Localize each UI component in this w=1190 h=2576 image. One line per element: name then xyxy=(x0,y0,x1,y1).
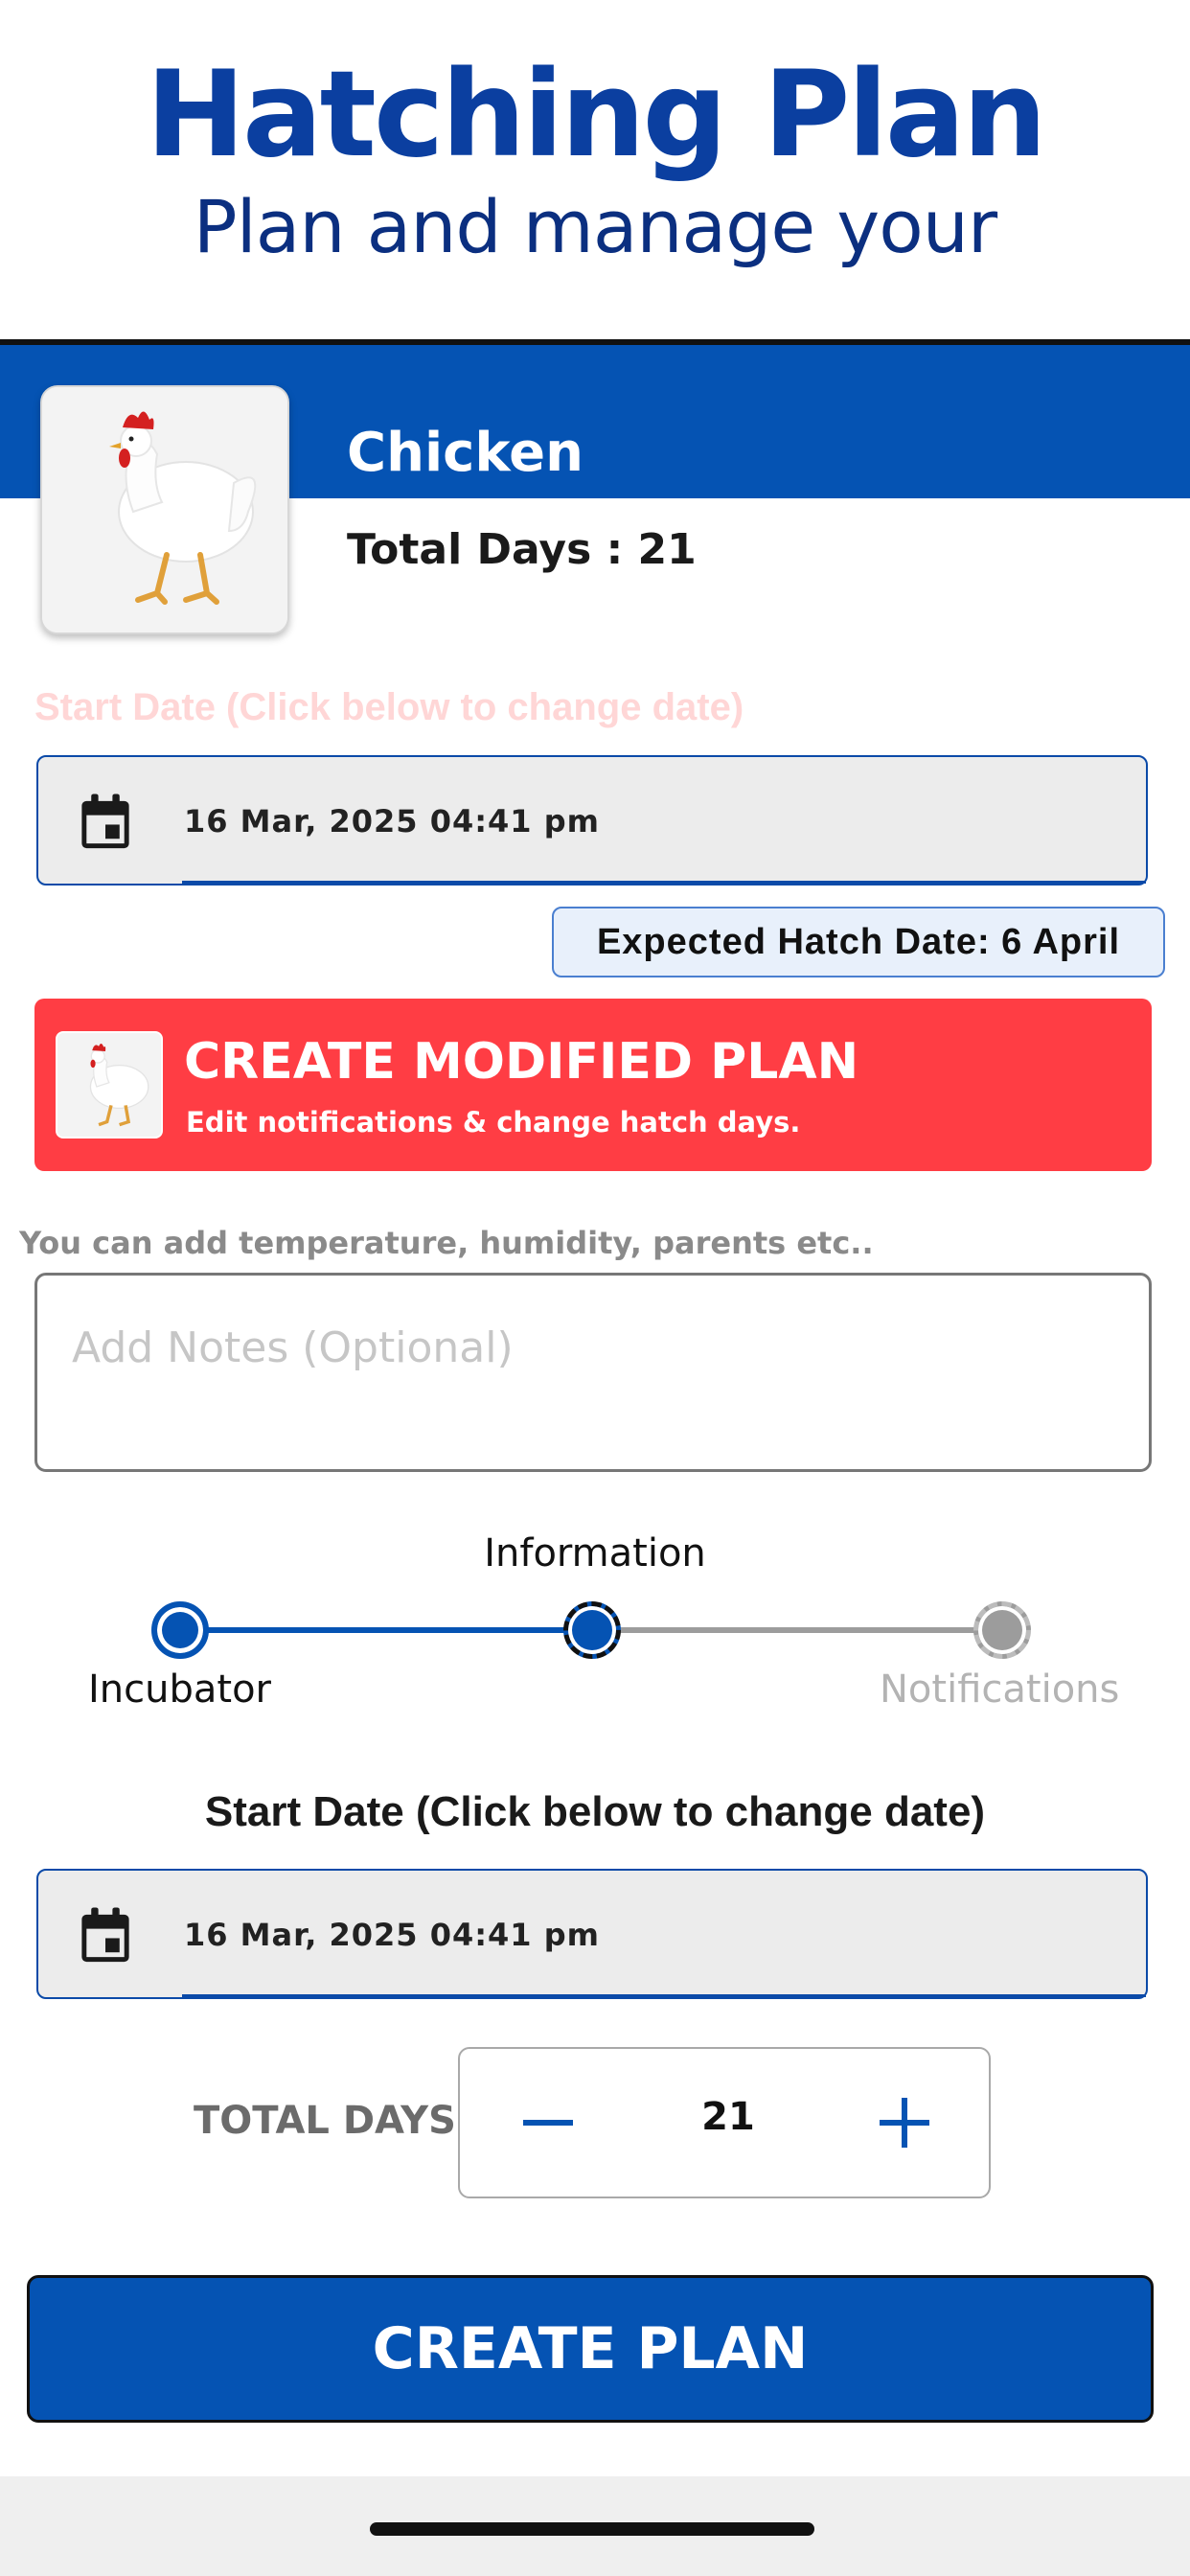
modified-plan-subtitle: Edit notifications & change hatch days. xyxy=(186,1106,801,1138)
date-underline xyxy=(182,1994,1146,1997)
plus-icon[interactable] xyxy=(876,2091,933,2154)
date-underline xyxy=(182,881,1146,884)
expected-hatch-badge: Expected Hatch Date: 6 April xyxy=(552,907,1165,978)
animal-name: Chicken xyxy=(347,422,584,484)
start-date-heading: Start Date (Click below to change date) xyxy=(204,1788,986,1835)
step-label-notifications: Notifications xyxy=(880,1668,1120,1712)
chicken-icon xyxy=(57,1033,163,1138)
animal-total-days: Total Days : 21 xyxy=(347,525,697,574)
calendar-icon xyxy=(77,792,134,853)
step-label-incubator: Incubator xyxy=(88,1668,271,1712)
step-dot-information[interactable] xyxy=(563,1601,621,1659)
create-modified-plan-button[interactable] xyxy=(34,999,1152,1171)
chicken-image xyxy=(42,387,289,634)
start-date-value-2: 16 Mar, 2025 04:41 pm xyxy=(184,1917,600,1953)
header xyxy=(0,0,1190,340)
calendar-icon xyxy=(77,1905,134,1966)
total-days-stepper xyxy=(458,2047,991,2198)
step-dot-notifications[interactable] xyxy=(973,1601,1031,1659)
start-date-field[interactable] xyxy=(36,755,1148,886)
start-date-field-2[interactable] xyxy=(36,1869,1148,1999)
step-label-information: Information xyxy=(484,1531,706,1576)
modified-plan-title: CREATE MODIFIED PLAN xyxy=(184,1033,859,1091)
page-subtitle: Plan and manage your xyxy=(193,184,997,269)
stepper-line-complete xyxy=(180,1627,592,1633)
page-title: Hatching Plan xyxy=(146,46,1044,184)
step-dot-incubator[interactable] xyxy=(151,1601,209,1659)
create-plan-button[interactable]: CREATE PLAN xyxy=(27,2275,1154,2423)
total-days-label: TOTAL DAYS xyxy=(194,2099,456,2143)
stepper-line-pending xyxy=(592,1627,1002,1633)
notes-hint: You can add temperature, humidity, parents etc.. xyxy=(19,1225,874,1261)
progress-stepper xyxy=(0,1514,1190,1725)
chicken-thumbnail xyxy=(56,1031,163,1138)
start-date-value: 16 Mar, 2025 04:41 pm xyxy=(184,803,600,840)
minus-icon[interactable] xyxy=(519,2091,577,2154)
total-days-value: 21 xyxy=(701,2095,755,2139)
notes-input[interactable]: Add Notes (Optional) xyxy=(34,1273,1152,1472)
start-date-faint-label: Start Date (Click below to change date) xyxy=(34,686,744,728)
animal-image[interactable] xyxy=(40,385,289,634)
home-indicator[interactable] xyxy=(370,2522,814,2536)
